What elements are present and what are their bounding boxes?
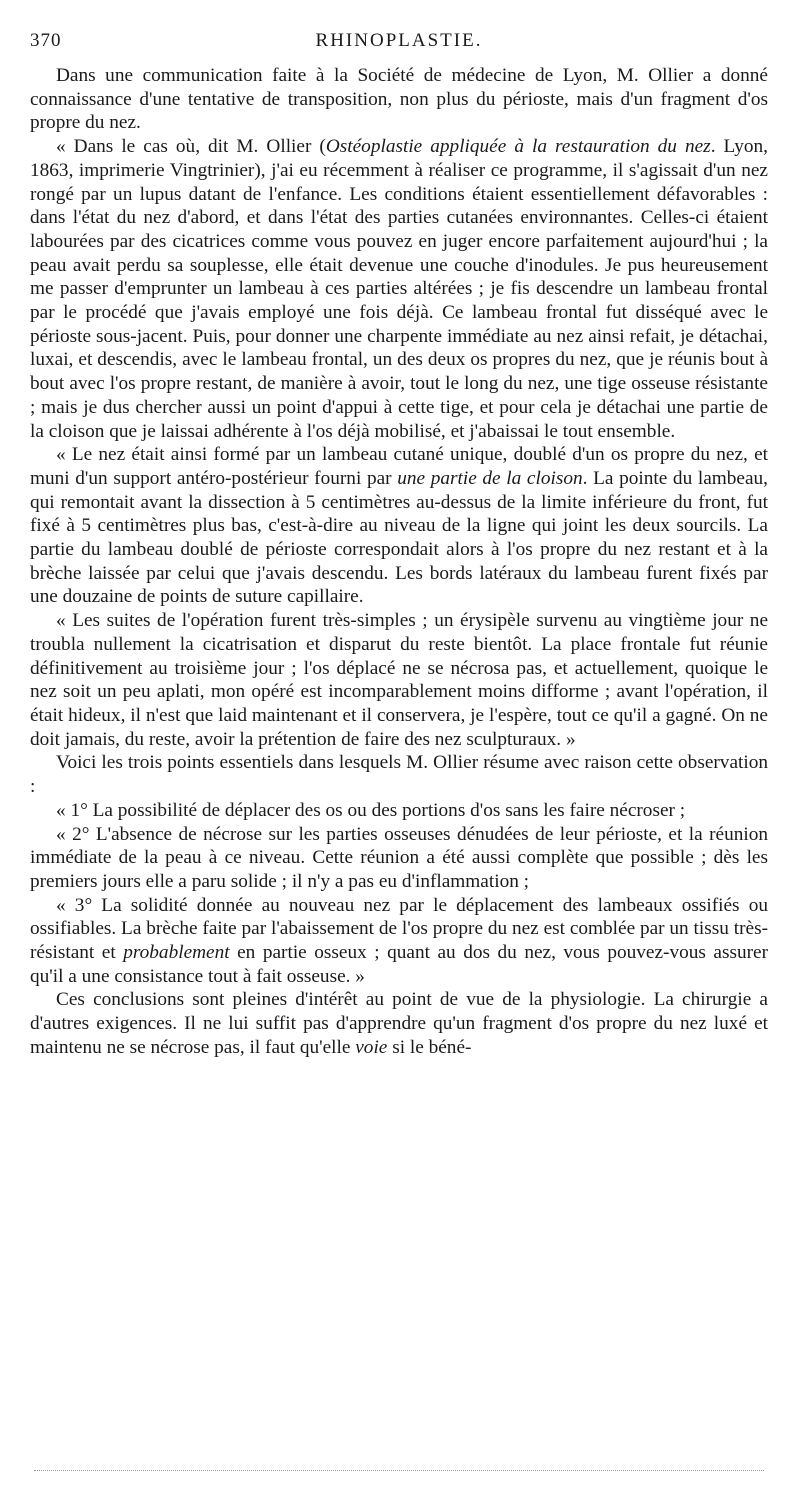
paragraph-9-start: Ces conclusions sont pleines d'intérêt au point de vue de la physiologie. La chirurgie a d'autres exigences. Il ne lui suffit pas d'apprendre qu'un fragment d'os propre du nez luxé et maintenu ne se nécrose pas, il faut qu'elle bbox=[30, 989, 768, 1058]
paragraph-2 bbox=[30, 135, 768, 443]
paragraph-3-start: « Le nez était ainsi formé par un lambeau cutané unique, doublé d'un os propre du nez, et muni d'un support antéro-postérieur fourni par bbox=[30, 444, 768, 489]
paragraph-5: Voici les trois points essentiels dans lesquels M. Ollier résume avec raison cette observation : bbox=[30, 752, 768, 798]
paragraph-1: Dans une communication faite à la Société de médecine de Lyon, M. Ollier a donné connaissance d'une tentative de transposition, non plus du périoste, mais d'un fragment d'os propre du nez. bbox=[30, 65, 768, 134]
paragraph-8-rest: en partie osseux ; quant au dos du nez, vous pouvez-vous assurer qu'il a une consistance tout à fait osseuse. » bbox=[30, 942, 769, 987]
paragraph-8-start: « 3° La solidité donnée au nouveau nez par le déplacement des lambeaux ossifiés ou ossifiables. La brèche faite par l'abaissement de l'os propre du nez est comblée par un tissu très-résistant et bbox=[30, 894, 768, 964]
paragraph-8-emphasis: probablement bbox=[123, 942, 230, 964]
paragraph-8 bbox=[30, 894, 768, 989]
paragraph-2-rest: . Lyon, 1863, imprimerie Vingtrinier), j'ai eu récemment à réaliser ce programme, il s'agissait d'un nez rongé par un lupus datant de l'enfance. Les conditions étaient essentiellement défavorables : dans l'état du nez d'abord, et dans l'état des parties cutanées environnantes. Celles-ci étaient labourées par des cicatrices comme vous pouvez en juger encore parfaitement aujourd'hui ; la peau avait perdu sa souplesse, elle était devenue une couche d'inodules. Je pus heureusement me passer d'emprunter un lambeau à ces parties altérées ; je fis descendre un lambeau frontal par le procédé que j'avais employé une fois déjà. Ce lambeau frontal fut disséqué avec le périoste sous-jacent. Puis, pour donner une charpente immédiate au nez ainsi refait, je détachai, luxai, et descendis, avec le lambeau frontal, un des deux os propres du nez, que je réunis bout à bout avec l'os propre restant, de manière à avoir, tout le long du nez, une tige osseuse résistante ; mais je dus chercher aussi un point d'appui à cette tige, et pour cela je détachai une partie de la cloison que je laissai adhérente à l'os déjà mobilisé, et j'abaissai le tout ensemble. bbox=[30, 136, 768, 442]
paragraph-9-emphasis: voie bbox=[355, 1036, 388, 1058]
bottom-dotted-rule bbox=[34, 1470, 764, 1471]
paragraph-7: « 2° L'absence de nécrose sur les parties osseuses dénudées de leur périoste, et la réunion immédiate de la peau à ce niveau. Cette réunion a été aussi complète que possible ; dès les premiers jours elle a paru solide ; il n'y a pas eu d'inflammation ; bbox=[30, 823, 768, 892]
body-text bbox=[30, 64, 768, 1060]
running-title: RHINOPLASTIE. bbox=[315, 30, 483, 51]
paragraph-4: « Les suites de l'opération furent très-simples ; un érysipèle survenu au vingtième jour ne troubla nullement la cicatrisation et disparut du reste bientôt. La place frontale fut réunie définitivement au troisième jour ; l'os déplacé ne se nécrosa pas, et actuellement, quoique le nez soit un peu aplati, mon opéré est incomparablement moins difforme ; avant l'opération, il était hideux, il n'est que laid maintenant et il conservera, je l'espère, tout ce qu'il a gagné. On ne doit jamais, du reste, avoir la prétention de faire des nez sculpturaux. » bbox=[30, 610, 768, 750]
paragraph-2-start: « Dans le cas où, dit M. Ollier ( bbox=[56, 136, 326, 158]
paragraph-3-rest: . La pointe du lambeau, qui remontait avant la dissection à 5 centimètres au-dessus de la limite inférieure du front, fut fixé à 5 centimètres plus bas, c'est-à-dire au niveau de la ligne qui joint les deux sourcils. La partie du lambeau doublé de périoste correspondait alors à l'os propre du nez restant et à la brèche laissée par celui que j'avais descendu. Les bords latéraux du lambeau furent fixés par une douzaine de points de suture capillaire. bbox=[30, 467, 768, 608]
paragraph-2-citation: Ostéoplastie appliquée à la restauration du nez bbox=[325, 136, 711, 158]
page-number: 370 bbox=[30, 30, 62, 51]
paragraph-9-rest: si le béné- bbox=[387, 1036, 472, 1058]
paragraph-9 bbox=[30, 988, 768, 1059]
paragraph-3 bbox=[30, 443, 768, 609]
paragraph-6: « 1° La possibilité de déplacer des os ou des portions d'os sans les faire nécroser ; bbox=[56, 799, 686, 821]
paragraph-3-emphasis: une partie de la cloison bbox=[397, 467, 583, 489]
running-header bbox=[30, 30, 768, 58]
